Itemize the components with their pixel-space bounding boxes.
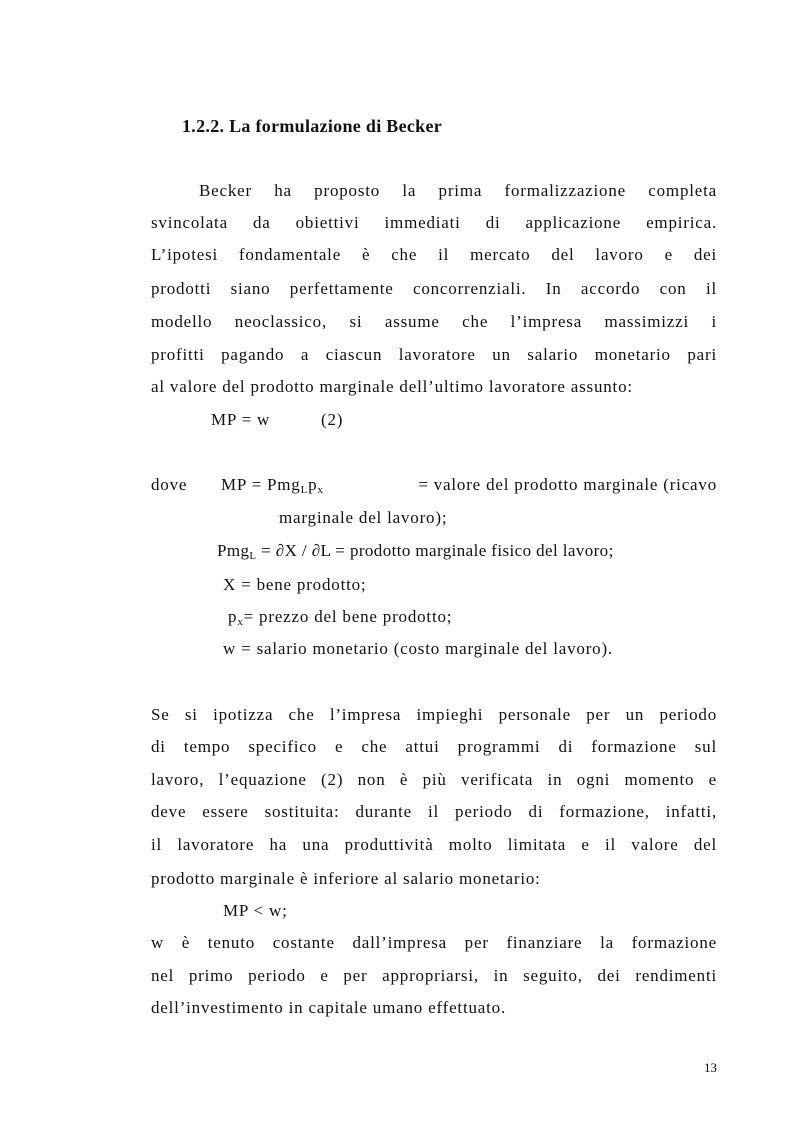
- definition-mp-continuation: marginale del lavoro);: [279, 508, 448, 527]
- definition-w: w = salario monetario (costo marginale del lavoro).: [223, 639, 613, 658]
- definition-pmg: Pmg$_L$ = ∂X / ∂L = prodotto marginale fisico del lavoro;: [217, 541, 614, 562]
- paragraph-2-line-4: deve essere sostituita: durante il periodo di formazione, infatti,: [151, 802, 717, 821]
- equation-2-number: (2): [321, 410, 344, 429]
- paragraph-2-line-2: di tempo specifico e che attui programmi di formazione sul: [151, 737, 717, 756]
- paragraph-2-line-6: prodotto marginale è inferiore al salario monetario:: [151, 869, 541, 888]
- paragraph-1-line-6: profitti pagando a ciascun lavoratore un salario monetario pari: [151, 345, 717, 364]
- paragraph-3-line-1: w è tenuto costante dall’impresa per finanziare la formazione: [151, 933, 717, 952]
- inequality: MP < w;: [223, 901, 288, 920]
- paragraph-3-line-2: nel primo periodo e per appropriarsi, in seguito, dei rendimenti: [151, 966, 717, 985]
- paragraph-1-line-3: L’ipotesi fondamentale è che il mercato del lavoro e dei: [151, 245, 717, 264]
- definition-px: $p_x=$ prezzo del bene prodotto;: [228, 607, 453, 628]
- page-number: 13: [704, 1060, 717, 1075]
- dove-label: dove: [151, 475, 188, 494]
- definition-mp: MP = $Pmg_Lp_x$ = valore del prodotto marginale (ricavo: [221, 475, 717, 496]
- paragraph-1-line-4: prodotti siano perfettamente concorrenziali. In accordo con il: [151, 279, 717, 298]
- paragraph-2-line-5: il lavoratore ha una produttività molto limitata e il valore del: [151, 835, 717, 854]
- definition-x: X = bene prodotto;: [223, 575, 367, 594]
- paragraph-2-line-1: Se si ipotizza che l’impresa impieghi personale per un periodo: [151, 705, 717, 724]
- paragraph-1-line-5: modello neoclassico, si assume che l’impresa massimizzi i: [151, 312, 717, 331]
- equation-2: MP = w: [211, 410, 271, 429]
- paragraph-1-line-1: Becker ha proposto la prima formalizzazione completa: [199, 181, 717, 200]
- paragraph-1-line-7: al valore del prodotto marginale dell’ultimo lavoratore assunto:: [151, 377, 633, 396]
- section-heading: 1.2.2. La formulazione di Becker: [182, 116, 443, 136]
- paragraph-3-line-3: dell’investimento in capitale umano effettuato.: [151, 998, 506, 1017]
- paragraph-2-line-3: lavoro, l’equazione (2) non è più verificata in ogni momento e: [151, 770, 717, 789]
- paragraph-1-line-2: svincolata da obiettivi immediati di applicazione empirica.: [151, 213, 717, 232]
